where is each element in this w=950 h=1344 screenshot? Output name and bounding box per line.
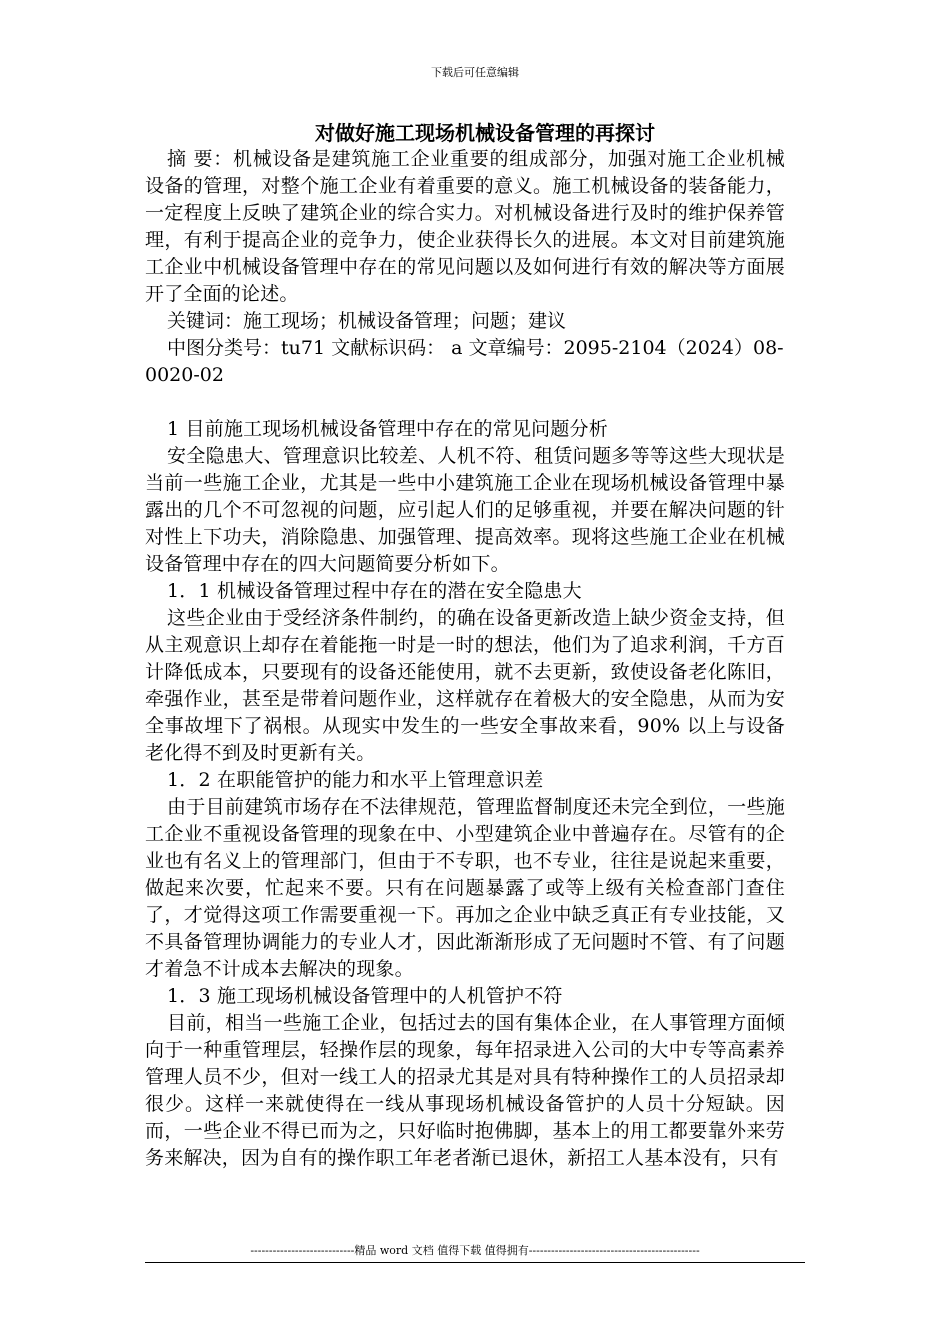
subsection-1-3-paragraph: 目前，相当一些施工企业，包括过去的国有集体企业，在人事管理方面倾向于一种重管理层，轻操作层的现象，每年招录进入公司的大中专等高素养管理人员不少，但对一线工人的招录尤其是对具有特种操作工的人员招录却很少。这样一来就使得在一线从事现场机械设备管护的人员十分短缺。因而，一些企业不得已而为之，只好临时抱佛脚，基本上的用工都要靠外来劳务来解决，因为自有的操作职工年老者渐已退休，新招工人基本没有，只有: [145, 1012, 785, 1169]
keywords-line: 关键词：施工现场；机械设备管理；问题；建议: [167, 310, 567, 332]
page-footer-text: ----------------------------精品 word 文档 值得下载 值得拥有----------------------------------------------: [250, 1244, 700, 1257]
page-header-note: 下载后可任意编辑: [431, 66, 519, 79]
document-body: [145, 120, 785, 1172]
subsection-1-1-heading: 1．1 机械设备管理过程中存在的潜在安全隐患大: [167, 580, 582, 602]
blank-line: [145, 389, 785, 416]
section-1-paragraph: 安全隐患大、管理意识比较差、人机不符、租赁问题多等等这些大现状是当前一些施工企业，尤其是一些中小建筑施工企业在现场机械设备管理中暴露出的几个不可忽视的问题，应引起人们的足够重视，并要在解决问题的针对性上下功夫，消除隐患、加强管理、提高效率。现将这些施工企业在机械设备管理中存在的四大问题简要分析如下。: [145, 445, 785, 575]
subsection-1-2-paragraph: 由于目前建筑市场存在不法律规范，管理监督制度还未完全到位，一些施工企业不重视设备管理的现象在中、小型建筑企业中普遍存在。尽管有的企业也有名义上的管理部门，但由于不专职，也不专业，往往是说起来重要，做起来次要，忙起来不要。只有在问题暴露了或等上级有关检查部门查住了，才觉得这项工作需要重视一下。再加之企业中缺乏真正有专业技能，又不具备管理协调能力的专业人才，因此渐渐形成了无问题时不管、有了问题才着急不计成本去解决的现象。: [145, 796, 785, 980]
abstract-paragraph: 摘 要：机械设备是建筑施工企业重要的组成部分，加强对施工企业机械设备的管理，对整个施工企业有着重要的意义。施工机械设备的装备能力，一定程度上反映了建筑企业的综合实力。对机械设备进行及时的维护保养管理，有利于提高企业的竞争力，使企业获得长久的进展。本文对目前建筑施工企业中机械设备管理中存在的常见问题以及如何进行有效的解决等方面展开了全面的论述。: [145, 148, 785, 305]
article-title: 对做好施工现场机械设备管理的再探讨: [315, 121, 655, 145]
footer-rule: [145, 1262, 805, 1263]
classification-line: 中图分类号：tu71 文献标识码： a 文章编号：2095-2104（2024）08-0020-02: [145, 337, 784, 386]
subsection-1-1-paragraph: 这些企业由于受经济条件制约，的确在设备更新改造上缺少资金支持，但从主观意识上却存在着能拖一时是一时的想法，他们为了追求利润，千方百计降低成本，只要现有的设备还能使用，就不去更新，致使设备老化陈旧，牵强作业，甚至是带着问题作业，这样就存在着极大的安全隐患，从而为安全事故埋下了祸根。从现实中发生的一些安全事故来看，90% 以上与设备老化得不到及时更新有关。: [145, 607, 785, 764]
subsection-1-3-heading: 1．3 施工现场机械设备管理中的人机管护不符: [167, 985, 563, 1007]
subsection-1-2-heading: 1．2 在职能管护的能力和水平上管理意识差: [167, 769, 544, 791]
section-1-heading: 1 目前施工现场机械设备管理中存在的常见问题分析: [167, 418, 608, 440]
